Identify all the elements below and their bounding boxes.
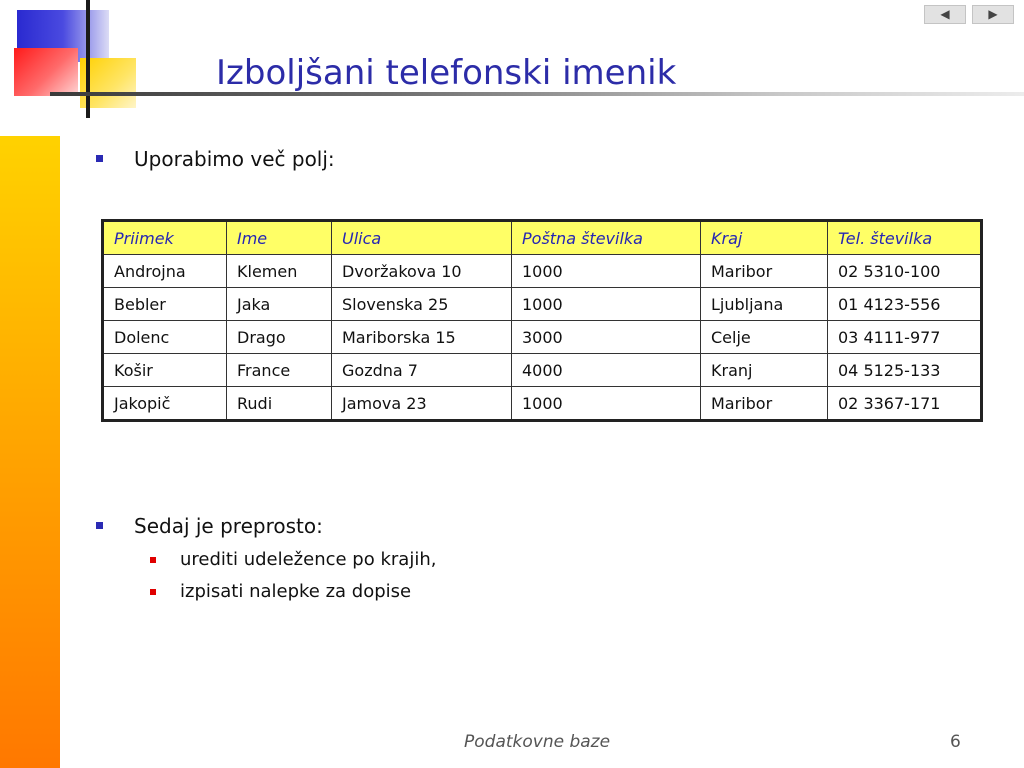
table-cell: 1000 [512,255,701,288]
logo-red-square [14,48,78,96]
table-cell: Klemen [227,255,332,288]
phonebook-table [101,219,983,422]
table-cell: 4000 [512,354,701,387]
table-cell: Ljubljana [701,288,828,321]
table-cell: 1000 [512,387,701,421]
table-cell: Kranj [701,354,828,387]
sub-bullet-text: urediti udeležence po krajih, [180,549,437,570]
table-cell: 3000 [512,321,701,354]
page-number: 6 [950,732,961,752]
logo-vertical-line [86,0,90,118]
bullet-text: Sedaj je preprosto: [134,514,323,538]
column-header: Ulica [332,221,512,255]
sub-bullet-text: izpisati nalepke za dopise [180,581,412,602]
column-header: Tel. številka [828,221,982,255]
table-cell: Košir [103,354,227,387]
table-cell: 02 5310-100 [828,255,982,288]
column-header: Ime [227,221,332,255]
table-cell: Gozdna 7 [332,354,512,387]
decorative-logo [0,0,140,120]
table-cell: 02 3367-171 [828,387,982,421]
bullet-square-icon [96,155,103,162]
table-cell: France [227,354,332,387]
column-header: Priimek [103,221,227,255]
table-cell: Jakopič [103,387,227,421]
table-row [103,387,982,421]
table-cell: Bebler [103,288,227,321]
table-cell: 01 4123-556 [828,288,982,321]
bullet-item [134,513,323,539]
table-cell: 04 5125-133 [828,354,982,387]
table-cell: Jamova 23 [332,387,512,421]
sub-bullet-square-icon [150,557,156,563]
table-row [103,288,982,321]
table-cell: 1000 [512,288,701,321]
footer-text: Podatkovne baze [464,732,611,752]
table-cell: Maribor [701,387,828,421]
column-header: Poštna številka [512,221,701,255]
table-cell: Jaka [227,288,332,321]
bullet-item [134,146,335,172]
next-slide-button[interactable]: ▶ [972,5,1014,24]
column-header: Kraj [701,221,828,255]
sub-bullet-item [180,580,411,604]
table-row [103,321,982,354]
table-cell: Dolenc [103,321,227,354]
table-row [103,354,982,387]
sub-bullet-square-icon [150,589,156,595]
side-gradient-bar [0,136,60,768]
table-cell: Slovenska 25 [332,288,512,321]
table-cell: Rudi [227,387,332,421]
bullet-square-icon [96,522,103,529]
bullet-text: Uporabimo več polj: [134,147,335,171]
table-header-row [103,221,982,255]
table-cell: Drago [227,321,332,354]
table-cell: Maribor [701,255,828,288]
table-cell: Dvoržakova 10 [332,255,512,288]
sub-bullet-item [180,548,436,572]
table-cell: 03 4111-977 [828,321,982,354]
slide-title: Izboljšani telefonski imenik [216,53,677,93]
table-cell: Mariborska 15 [332,321,512,354]
table-cell: Androjna [103,255,227,288]
table-cell: Celje [701,321,828,354]
table-row [103,255,982,288]
previous-slide-button[interactable]: ◀ [924,5,966,24]
